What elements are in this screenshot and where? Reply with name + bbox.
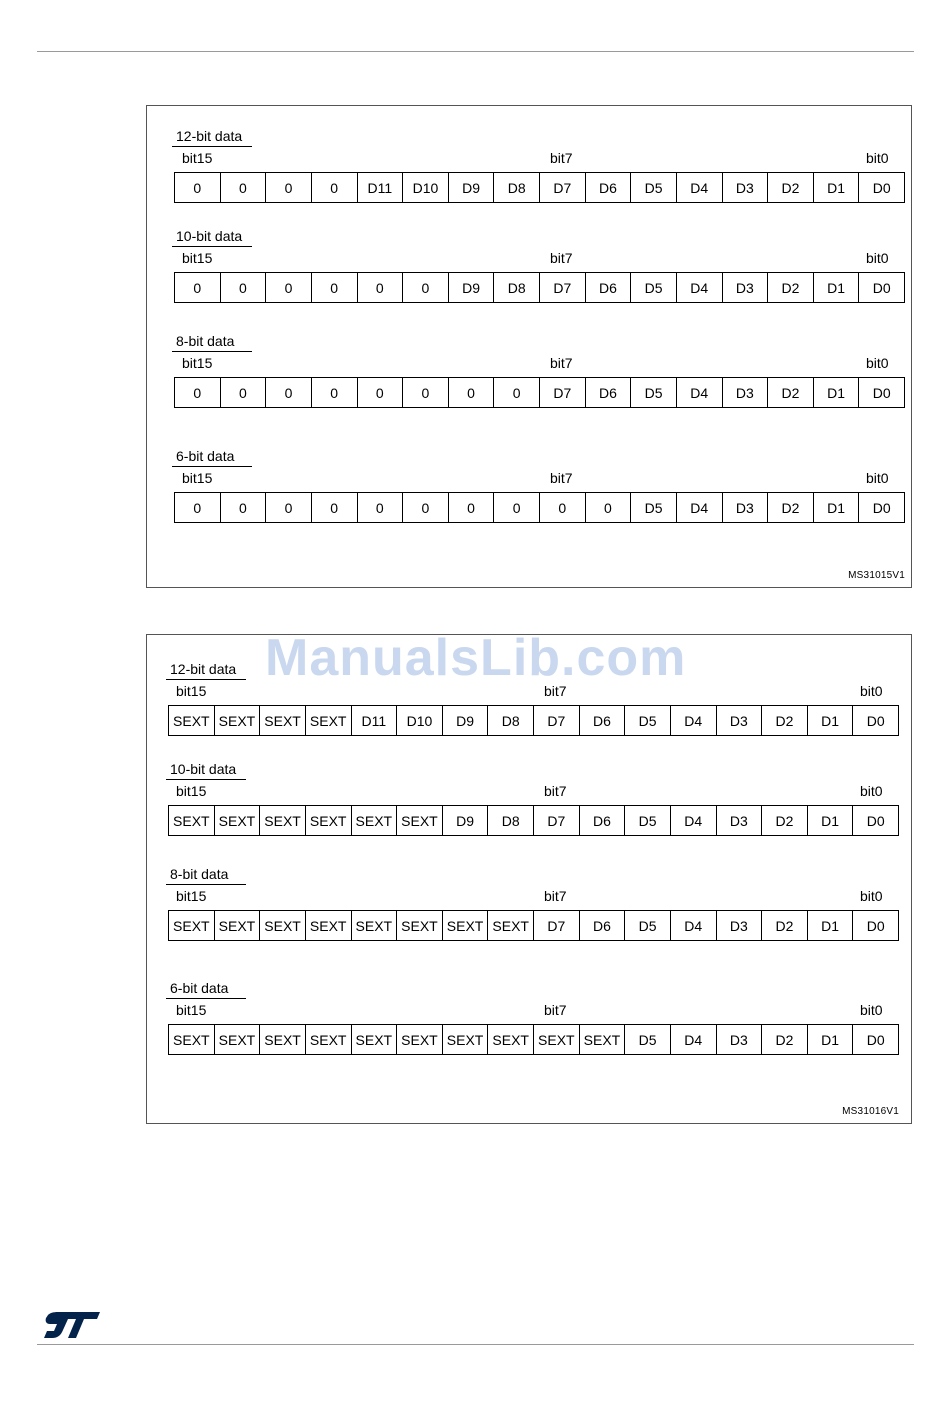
bit-cell: D7 [540, 273, 586, 302]
bit-cell: D8 [494, 273, 540, 302]
bit-cell: SEXT [306, 806, 352, 835]
msb-label: bit15 [182, 470, 213, 486]
bit-cell: 0 [175, 493, 221, 522]
bit-cell: D2 [762, 911, 808, 940]
bit-cell: D2 [762, 706, 808, 735]
bit-cell: SEXT [306, 1025, 352, 1054]
bit-cell: D4 [671, 911, 717, 940]
msb-label: bit15 [182, 150, 213, 166]
bit-cell: D5 [625, 911, 671, 940]
title-underline [172, 466, 252, 467]
bit-cell: SEXT [260, 806, 306, 835]
bit-cell: D4 [677, 493, 723, 522]
bit-cell: D2 [768, 378, 814, 407]
bit-cell: D7 [540, 173, 586, 202]
bit-cell: D8 [488, 806, 534, 835]
bit-cell: SEXT [443, 911, 489, 940]
lsb-label: bit0 [866, 355, 889, 371]
bit-cell: 0 [175, 273, 221, 302]
lsb-label: bit0 [860, 888, 883, 904]
bit-cell: SEXT [352, 911, 398, 940]
bit-cell: D4 [671, 706, 717, 735]
msb-label: bit15 [176, 888, 207, 904]
bit-cell: 0 [312, 493, 358, 522]
msb-label: bit15 [182, 250, 213, 266]
section-title: 12-bit data [176, 128, 243, 144]
lsb-label: bit0 [866, 250, 889, 266]
bit-cell: SEXT [397, 911, 443, 940]
bit-cell: 0 [175, 378, 221, 407]
mid-label: bit7 [544, 683, 567, 699]
bit-row [174, 272, 905, 303]
bit-cell: SEXT [260, 706, 306, 735]
bit-cell: D2 [768, 273, 814, 302]
bit-cell: SEXT [306, 911, 352, 940]
figure-code: MS31016V1 [842, 1106, 899, 1117]
bit-cell: D9 [443, 806, 489, 835]
bit-cell: D7 [534, 806, 580, 835]
bit-cell: D5 [631, 493, 677, 522]
bit-cell: 0 [221, 273, 267, 302]
title-underline [166, 679, 246, 680]
bit-cell: D1 [808, 806, 854, 835]
lsb-label: bit0 [860, 783, 883, 799]
bit-cell: 0 [221, 378, 267, 407]
bit-cell: D5 [631, 378, 677, 407]
bit-cell: D6 [586, 273, 632, 302]
title-underline [166, 998, 246, 999]
bit-cell: D1 [808, 1025, 854, 1054]
section-title: 10-bit data [170, 761, 237, 777]
title-underline [172, 146, 252, 147]
mid-label: bit7 [550, 250, 573, 266]
bit-cell: 0 [494, 493, 540, 522]
bit-cell: D1 [814, 173, 860, 202]
section-title: 8-bit data [170, 866, 229, 882]
bit-cell: D6 [580, 911, 626, 940]
bit-cell: 0 [175, 173, 221, 202]
bit-cell: D9 [443, 706, 489, 735]
bit-cell: 0 [358, 378, 404, 407]
bit-cell: D4 [677, 378, 723, 407]
mid-label: bit7 [550, 150, 573, 166]
bit-cell: 0 [221, 493, 267, 522]
bit-cell: D2 [768, 493, 814, 522]
bit-cell: D0 [859, 378, 905, 407]
bit-cell: SEXT [488, 911, 534, 940]
footer-rule [37, 1344, 914, 1345]
bit-cell: 0 [403, 273, 449, 302]
bit-cell: D1 [808, 911, 854, 940]
lsb-label: bit0 [860, 1002, 883, 1018]
bit-cell: D5 [625, 806, 671, 835]
bit-cell: D4 [671, 1025, 717, 1054]
bit-cell: SEXT [169, 911, 215, 940]
bit-cell: D6 [580, 706, 626, 735]
bit-cell: 0 [540, 493, 586, 522]
bit-cell: D8 [494, 173, 540, 202]
bit-cell: SEXT [215, 1025, 261, 1054]
bit-cell: D10 [403, 173, 449, 202]
bit-cell: 0 [449, 493, 495, 522]
bit-cell: SEXT [534, 1025, 580, 1054]
bit-cell: 0 [312, 173, 358, 202]
bit-row [174, 377, 905, 408]
bit-cell: D11 [358, 173, 404, 202]
bit-cell: D11 [352, 706, 398, 735]
figure-signed-alignment [146, 634, 912, 1124]
msb-label: bit15 [182, 355, 213, 371]
bit-cell: 0 [312, 273, 358, 302]
bit-cell: D9 [449, 173, 495, 202]
bit-cell: D5 [625, 706, 671, 735]
bit-row [168, 1024, 899, 1055]
bit-cell: 0 [266, 378, 312, 407]
bit-cell: 0 [266, 173, 312, 202]
bit-row [168, 705, 899, 736]
bit-cell: SEXT [580, 1025, 626, 1054]
bit-cell: D1 [814, 493, 860, 522]
bit-cell: D2 [762, 806, 808, 835]
section-title: 8-bit data [176, 333, 235, 349]
bit-cell: SEXT [260, 1025, 306, 1054]
bit-cell: D3 [717, 706, 763, 735]
bit-cell: D4 [677, 273, 723, 302]
lsb-label: bit0 [866, 150, 889, 166]
bit-cell: D0 [853, 1025, 899, 1054]
bit-cell: 0 [266, 493, 312, 522]
bit-row [174, 172, 905, 203]
figure-unsigned-alignment [146, 105, 912, 588]
bit-cell: D3 [723, 173, 769, 202]
header-rule [37, 51, 914, 52]
bit-cell: SEXT [397, 1025, 443, 1054]
bit-cell: 0 [403, 378, 449, 407]
title-underline [166, 884, 246, 885]
bit-cell: D0 [853, 806, 899, 835]
bit-cell: D3 [717, 1025, 763, 1054]
bit-cell: D6 [580, 806, 626, 835]
section-title: 6-bit data [176, 448, 235, 464]
bit-cell: 0 [221, 173, 267, 202]
bit-cell: D7 [534, 911, 580, 940]
bit-cell: SEXT [169, 1025, 215, 1054]
msb-label: bit15 [176, 683, 207, 699]
bit-cell: D6 [586, 378, 632, 407]
bit-row [168, 910, 899, 941]
bit-cell: D5 [625, 1025, 671, 1054]
bit-cell: D5 [631, 173, 677, 202]
mid-label: bit7 [544, 783, 567, 799]
bit-cell: 0 [494, 378, 540, 407]
bit-cell: SEXT [352, 1025, 398, 1054]
bit-cell: D3 [717, 806, 763, 835]
section-title: 12-bit data [170, 661, 237, 677]
msb-label: bit15 [176, 1002, 207, 1018]
title-underline [172, 246, 252, 247]
title-underline [166, 779, 246, 780]
bit-cell: D4 [677, 173, 723, 202]
lsb-label: bit0 [866, 470, 889, 486]
lsb-label: bit0 [860, 683, 883, 699]
bit-cell: D3 [723, 493, 769, 522]
bit-cell: D3 [723, 273, 769, 302]
bit-cell: 0 [312, 378, 358, 407]
bit-row [168, 805, 899, 836]
bit-cell: D0 [853, 911, 899, 940]
msb-label: bit15 [176, 783, 207, 799]
bit-cell: 0 [358, 493, 404, 522]
bit-cell: D1 [814, 273, 860, 302]
mid-label: bit7 [544, 888, 567, 904]
bit-cell: SEXT [352, 806, 398, 835]
bit-cell: 0 [266, 273, 312, 302]
bit-cell: SEXT [306, 706, 352, 735]
bit-cell: SEXT [215, 806, 261, 835]
section-title: 6-bit data [170, 980, 229, 996]
bit-cell: SEXT [443, 1025, 489, 1054]
mid-label: bit7 [550, 470, 573, 486]
bit-row [174, 492, 905, 523]
bit-cell: SEXT [397, 806, 443, 835]
title-underline [172, 351, 252, 352]
bit-cell: D8 [488, 706, 534, 735]
mid-label: bit7 [544, 1002, 567, 1018]
bit-cell: D0 [859, 173, 905, 202]
figure-code: MS31015V1 [848, 570, 905, 581]
bit-cell: SEXT [169, 706, 215, 735]
bit-cell: D10 [397, 706, 443, 735]
bit-cell: D2 [768, 173, 814, 202]
bit-cell: D0 [853, 706, 899, 735]
bit-cell: D7 [540, 378, 586, 407]
bit-cell: SEXT [260, 911, 306, 940]
section-title: 10-bit data [176, 228, 243, 244]
bit-cell: D2 [762, 1025, 808, 1054]
bit-cell: D0 [859, 493, 905, 522]
bit-cell: SEXT [488, 1025, 534, 1054]
bit-cell: D9 [449, 273, 495, 302]
bit-cell: 0 [449, 378, 495, 407]
bit-cell: D0 [859, 273, 905, 302]
watermark-text: ManualsLib.com [265, 629, 687, 687]
bit-cell: SEXT [215, 706, 261, 735]
st-logo-icon [44, 1310, 102, 1345]
bit-cell: D6 [586, 173, 632, 202]
bit-cell: D3 [723, 378, 769, 407]
mid-label: bit7 [550, 355, 573, 371]
bit-cell: SEXT [215, 911, 261, 940]
bit-cell: D4 [671, 806, 717, 835]
bit-cell: 0 [358, 273, 404, 302]
bit-cell: D1 [814, 378, 860, 407]
bit-cell: D5 [631, 273, 677, 302]
bit-cell: D3 [717, 911, 763, 940]
bit-cell: SEXT [169, 806, 215, 835]
bit-cell: D7 [534, 706, 580, 735]
bit-cell: D1 [808, 706, 854, 735]
bit-cell: 0 [586, 493, 632, 522]
bit-cell: 0 [403, 493, 449, 522]
